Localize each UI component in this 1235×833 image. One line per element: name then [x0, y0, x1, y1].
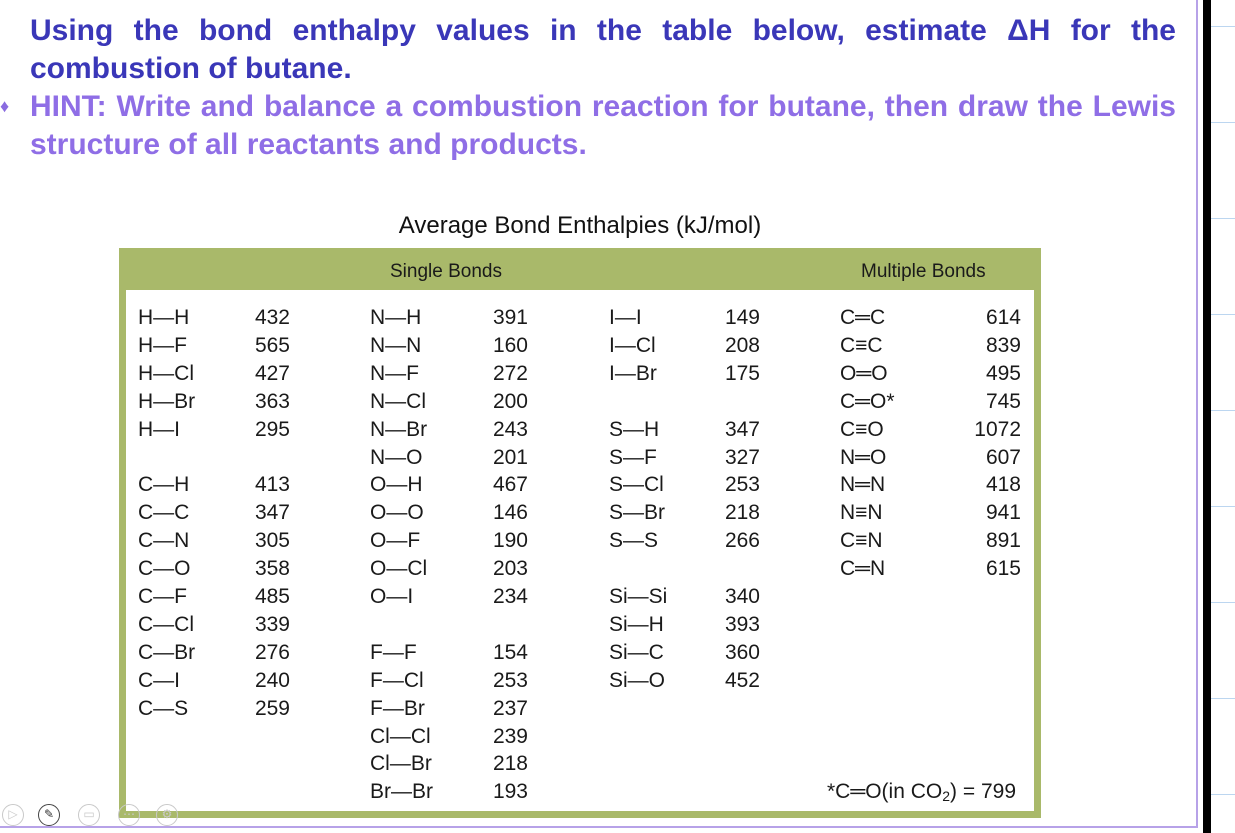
notebook-rule-line	[1211, 794, 1235, 795]
bond-enthalpy-value: 485	[254, 585, 290, 608]
bond-label: N—N	[370, 333, 422, 357]
bond-enthalpy-value: 237	[492, 696, 528, 720]
bond-label: C—S	[138, 696, 189, 720]
bond-enthalpy-value: 340	[724, 585, 760, 608]
bond-enthalpy-value: 234	[492, 585, 528, 608]
notebook-rule-line	[1211, 122, 1235, 123]
bond-label: S—H	[609, 417, 660, 441]
bond-label: I—I	[609, 306, 642, 329]
bond-label: N═O	[840, 445, 887, 469]
bond-label: O—H	[370, 473, 423, 497]
footnote-prefix: *C═O(in CO	[827, 780, 943, 803]
bond-enthalpy-value: 347	[254, 501, 290, 525]
bond-label: N—O	[370, 445, 423, 469]
bond-enthalpy-value: 154	[492, 640, 528, 664]
bond-label: N—H	[370, 306, 422, 329]
bond-label: C═C	[840, 306, 886, 329]
footnote-subscript: 2	[942, 788, 951, 804]
bond-enthalpy-value: 272	[492, 361, 528, 385]
table-title: Average Bond Enthalpies (kJ/mol)	[398, 212, 762, 239]
notebook-rule-line	[1211, 602, 1235, 603]
bond-enthalpy-value: 146	[492, 501, 528, 525]
bond-label: S—Br	[609, 501, 666, 525]
bond-label: C≡N	[840, 529, 883, 553]
bond-label: C≡C	[840, 333, 883, 357]
bond-enthalpy-value: 259	[254, 696, 290, 720]
notebook-panel	[1211, 0, 1235, 833]
bond-enthalpy-value: 240	[254, 668, 290, 692]
bond-enthalpy-value: 607	[985, 445, 1021, 469]
bond-label: H—Br	[138, 389, 196, 413]
more-icon[interactable]: ⋯	[118, 804, 140, 826]
bond-label: H—Cl	[138, 361, 194, 385]
notebook-rule-line	[1211, 506, 1235, 507]
bond-label: N—Cl	[370, 389, 426, 413]
bond-enthalpy-value: 393	[724, 612, 760, 636]
notebook-rule-line	[1211, 410, 1235, 411]
bond-label: C—Cl	[138, 612, 194, 636]
bond-enthalpy-value: 203	[492, 557, 528, 581]
bond-label: F—Cl	[370, 668, 424, 692]
bond-enthalpy-value: 432	[254, 306, 290, 329]
bond-enthalpy-value: 565	[254, 333, 290, 357]
notebook-rule-line	[1211, 218, 1235, 219]
eraser-icon[interactable]: ▭	[78, 804, 100, 826]
bond-label: O—O	[370, 501, 424, 525]
footnote	[827, 778, 1016, 810]
footnote-suffix: ) = 799	[950, 780, 1016, 803]
bond-label: O—F	[370, 529, 421, 553]
bond-enthalpy-value: 358	[254, 557, 290, 581]
bond-enthalpy-value: 201	[492, 445, 528, 469]
bond-enthalpy-value: 347	[724, 417, 760, 441]
bond-enthalpy-value: 839	[985, 333, 1021, 357]
bond-enthalpy-value: 495	[985, 361, 1021, 385]
bond-label: Si—Si	[609, 585, 668, 608]
bond-label: O—I	[370, 585, 414, 608]
bond-enthalpy-value: 218	[724, 501, 760, 525]
bond-label: C═N	[840, 557, 886, 581]
bond-enthalpy-value: 391	[492, 306, 528, 329]
bond-enthalpy-value: 614	[985, 306, 1021, 329]
bond-enthalpy-value: 418	[985, 473, 1021, 497]
bond-enthalpy-value: 200	[492, 389, 528, 413]
question-text: Using the bond enthalpy values in the table below, estimate ΔH for the combustion of butane.	[30, 14, 1176, 85]
bond-label: O═O	[840, 361, 888, 385]
bond-label: Cl—Br	[370, 752, 432, 776]
bond-label: Br—Br	[370, 780, 433, 804]
settings-icon[interactable]: ⚙	[156, 804, 178, 826]
bond-label: F—F	[370, 640, 417, 664]
bond-label: N≡N	[840, 501, 883, 525]
bond-label: C—Br	[138, 640, 196, 664]
bond-label: N═N	[840, 473, 886, 497]
notebook-rule-line	[1211, 26, 1235, 27]
bond-enthalpy-value: 218	[492, 752, 528, 776]
bond-label: N—Br	[370, 417, 428, 441]
bond-enthalpy-value: 745	[985, 389, 1021, 413]
bond-enthalpy-value: 160	[492, 333, 528, 357]
bond-enthalpy-value: 941	[985, 501, 1021, 525]
bond-label: C—N	[138, 529, 190, 553]
bond-enthalpy-value: 305	[254, 529, 290, 553]
play-icon[interactable]: ▷	[2, 804, 24, 826]
bond-label: Si—H	[609, 612, 664, 636]
bond-enthalpy-value: 452	[724, 668, 760, 692]
bond-label: Cl—Cl	[370, 724, 431, 748]
bond-enthalpy-value: 276	[254, 640, 290, 664]
bond-enthalpy-table	[119, 248, 1041, 818]
bond-label: Si—O	[609, 668, 666, 692]
bond-enthalpy-value: 253	[492, 668, 528, 692]
bond-enthalpy-value: 239	[492, 724, 528, 748]
bond-enthalpy-value: 1072	[974, 417, 1021, 441]
bond-enthalpy-value: 327	[724, 445, 760, 469]
bond-label: C—C	[138, 501, 190, 525]
bond-label: S—Cl	[609, 473, 664, 497]
bond-enthalpy-value: 243	[492, 417, 528, 441]
notebook-rule-line	[1211, 314, 1235, 315]
slide-toolbar	[0, 800, 200, 830]
bond-enthalpy-value: 467	[492, 473, 528, 497]
bond-enthalpy-value: 266	[724, 529, 760, 553]
bond-enthalpy-value: 363	[254, 389, 290, 413]
window-edge	[1203, 0, 1211, 833]
bond-label: H—I	[138, 417, 180, 441]
bond-enthalpy-value: 427	[254, 361, 290, 385]
bullet-icon: ♦	[0, 96, 10, 116]
bond-label: Si—C	[609, 640, 664, 664]
bond-label: O—Cl	[370, 557, 428, 581]
bond-enthalpy-value: 175	[724, 361, 760, 385]
notebook-rule-line	[1211, 698, 1235, 699]
single-bonds-header: Single Bonds	[390, 261, 502, 282]
bond-label: C≡O	[840, 417, 884, 441]
bond-enthalpy-value: 253	[724, 473, 760, 497]
bond-enthalpy-value: 190	[492, 529, 528, 553]
bond-label: F—Br	[370, 696, 425, 720]
bond-label: H—F	[138, 333, 187, 357]
hint-text: HINT: Write and balance a combustion reaction for butane, then draw the Lewis structure of all reactants and products.	[30, 90, 1176, 161]
bond-label: S—S	[609, 529, 659, 553]
bond-label: S—F	[609, 445, 657, 469]
bond-label: C—H	[138, 473, 190, 497]
bond-label: C═O*	[840, 389, 895, 413]
table-body	[126, 290, 1034, 811]
multiple-bonds-header: Multiple Bonds	[861, 261, 986, 282]
bond-enthalpy-value: 193	[492, 780, 528, 804]
bond-label: C—O	[138, 557, 191, 581]
pen-icon[interactable]: ✎	[38, 804, 60, 826]
bond-label: C—F	[138, 585, 187, 608]
bond-label: H—H	[138, 306, 190, 329]
bond-enthalpy-value: 295	[254, 417, 290, 441]
bond-enthalpy-value: 891	[985, 529, 1021, 553]
bond-enthalpy-value: 339	[254, 612, 290, 636]
bond-enthalpy-value: 615	[985, 557, 1021, 581]
bond-enthalpy-value: 360	[724, 640, 760, 664]
bond-label: C—I	[138, 668, 180, 692]
bond-label: N—F	[370, 361, 419, 385]
bond-enthalpy-value: 149	[724, 306, 760, 329]
bond-label: I—Br	[609, 361, 657, 385]
bond-enthalpy-value: 413	[254, 473, 290, 497]
bond-label: I—Cl	[609, 333, 656, 357]
bond-enthalpy-value: 208	[724, 333, 760, 357]
